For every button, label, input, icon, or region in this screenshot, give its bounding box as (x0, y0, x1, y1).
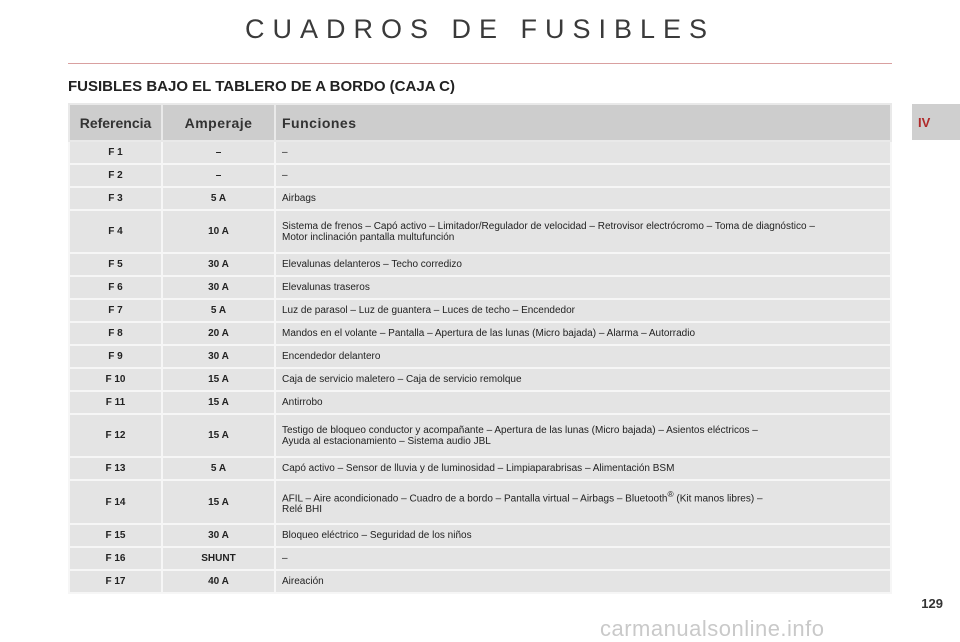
fuse-reference: F 14 (69, 480, 162, 524)
table-row (69, 210, 891, 253)
fuse-function: – (275, 164, 891, 187)
fuse-function (275, 480, 891, 524)
fuse-reference: F 13 (69, 457, 162, 480)
header-amperaje: Amperaje (162, 104, 275, 141)
fuse-reference: F 17 (69, 570, 162, 593)
watermark: carmanualsonline.info (600, 616, 825, 641)
fuse-function-line-2: Ayuda al estacionamiento – Sistema audio JBL (282, 435, 491, 447)
fuse-amperage: – (162, 164, 275, 187)
fuse-reference: F 2 (69, 164, 162, 187)
header-referencia: Referencia (69, 104, 162, 141)
table-row (69, 141, 891, 164)
registered-mark: ® (667, 488, 674, 499)
fuse-reference: F 11 (69, 391, 162, 414)
fuse-reference: F 1 (69, 141, 162, 164)
fuse-reference: F 15 (69, 524, 162, 547)
fuse-function-line-2: Relé BHI (282, 504, 323, 516)
fuse-function: Aireación (275, 570, 891, 593)
table-row (69, 524, 891, 547)
fuse-function: Capó activo – Sensor de lluvia y de luminosidad – Limpiaparabrisas – Alimentación BSM (275, 457, 891, 480)
fuse-function: Caja de servicio maletero – Caja de servicio remolque (275, 368, 891, 391)
fuse-amperage: – (162, 141, 275, 164)
fuse-function: Airbags (275, 187, 891, 210)
fuse-function-line-1: Sistema de frenos – Capó activo – Limitador/Regulador de velocidad – Retrovisor electrócromo – Toma de diagnóstico – (282, 220, 815, 232)
table-row (69, 391, 891, 414)
fuse-amperage: 20 A (162, 322, 275, 345)
fuse-reference: F 5 (69, 253, 162, 276)
fuse-function: – (275, 547, 891, 570)
table-header-row (69, 104, 891, 141)
table-row (69, 187, 891, 210)
fuse-function: – (275, 141, 891, 164)
fuse-amperage: SHUNT (162, 547, 275, 570)
fuse-function-line-1-tail: (Kit manos libres) – (673, 493, 763, 505)
fuse-function: Elevalunas delanteros – Techo corredizo (275, 253, 891, 276)
fuse-amperage: 15 A (162, 368, 275, 391)
table-row (69, 570, 891, 593)
fuse-amperage: 5 A (162, 299, 275, 322)
fuse-amperage: 30 A (162, 276, 275, 299)
table-row (69, 547, 891, 570)
fuse-function: Encendedor delantero (275, 345, 891, 368)
table-row (69, 299, 891, 322)
fuse-amperage: 5 A (162, 457, 275, 480)
fuse-reference: F 10 (69, 368, 162, 391)
fuse-reference: F 8 (69, 322, 162, 345)
fuse-amperage: 40 A (162, 570, 275, 593)
fuse-reference: F 3 (69, 187, 162, 210)
fuse-amperage: 5 A (162, 187, 275, 210)
table-row (69, 164, 891, 187)
fuse-function: Elevalunas traseros (275, 276, 891, 299)
fuse-function (275, 414, 891, 457)
table-row (69, 345, 891, 368)
table-row (69, 480, 891, 524)
table-row (69, 276, 891, 299)
fuse-function (275, 210, 891, 253)
fuse-function: Antirrobo (275, 391, 891, 414)
fuse-amperage: 15 A (162, 414, 275, 457)
fuse-function: Mandos en el volante – Pantalla – Apertura de las lunas (Micro bajada) – Alarma – Autorradio (275, 322, 891, 345)
fuse-function-line-1: Testigo de bloqueo conductor y acompañante – Apertura de las lunas (Micro bajada) – Asientos eléctricos – (282, 424, 758, 436)
fuse-table (68, 103, 892, 594)
table-row (69, 414, 891, 457)
fuse-amperage: 30 A (162, 345, 275, 368)
table-row (69, 253, 891, 276)
table-row (69, 457, 891, 480)
fuse-reference: F 9 (69, 345, 162, 368)
fuse-amperage: 15 A (162, 480, 275, 524)
fuse-amperage: 30 A (162, 524, 275, 547)
header-funciones: Funciones (275, 104, 891, 141)
chapter-tab[interactable] (912, 104, 960, 140)
title-divider (68, 63, 892, 64)
fuse-function-line-2: Motor inclinación pantalla multufunción (282, 231, 455, 243)
chapter-tab-label: IV (918, 114, 931, 130)
fuse-amperage: 10 A (162, 210, 275, 253)
fuse-reference: F 4 (69, 210, 162, 253)
fuse-function-line-1: AFIL – Aire acondicionado – Cuadro de a bordo – Pantalla virtual – Airbags – Bluetooth (282, 493, 668, 505)
fuse-reference: F 6 (69, 276, 162, 299)
fuse-amperage: 30 A (162, 253, 275, 276)
fuse-function: Luz de parasol – Luz de guantera – Luces de techo – Encendedor (275, 299, 891, 322)
table-row (69, 368, 891, 391)
fuse-reference: F 16 (69, 547, 162, 570)
section-title: FUSIBLES BAJO EL TABLERO DE A BORDO (CAJA C) (68, 78, 455, 95)
fuse-reference: F 12 (69, 414, 162, 457)
page-title: CUADROS DE FUSIBLES (244, 14, 716, 44)
table-row (69, 322, 891, 345)
fuse-function: Bloqueo eléctrico – Seguridad de los niños (275, 524, 891, 547)
fuse-reference: F 7 (69, 299, 162, 322)
fuse-amperage: 15 A (162, 391, 275, 414)
page-number: 129 (921, 596, 943, 611)
